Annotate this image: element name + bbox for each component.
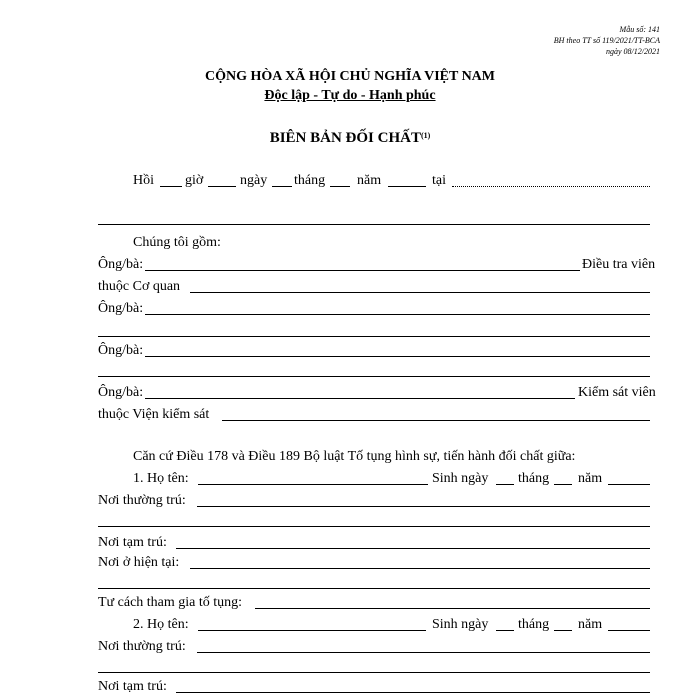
form-code-block [554,24,660,57]
member-2-row [0,300,700,320]
person-1-temporary-field[interactable] [176,548,650,549]
member-1-name-field[interactable] [145,270,580,271]
thang-label: tháng [294,173,326,188]
person-2-permanent-field[interactable] [197,652,650,653]
agency-field[interactable] [190,292,650,293]
nam-label: năm [357,173,382,188]
person-1-name-row [0,470,700,490]
person-2-temporary-field[interactable] [176,692,650,693]
members-intro-row [0,234,700,254]
person-2-temporary-row [0,678,700,698]
person-2-year-label: năm [578,617,603,632]
person-2-permanent-row [0,638,700,658]
person-1-current-extra-field[interactable] [98,588,650,589]
blank-line-3 [0,362,700,382]
person-1-current-row [0,554,700,574]
document-title: BIÊN BẢN ĐỐI CHẤT [269,130,421,146]
procuracy-row [0,406,700,426]
person-1-year-label: năm [578,471,603,486]
person-2-name-field[interactable] [198,630,426,631]
member-1-label: Ông/bà: [98,257,144,272]
person-1-dob-year-field[interactable] [608,484,650,485]
person-2-label: 2. Họ tên: [133,617,189,632]
agency-row [0,278,700,298]
person-1-dob-day-field[interactable] [496,484,514,485]
person-1-permanent-extra-field[interactable] [98,526,650,527]
blank-line-2 [0,322,700,342]
member-3-name-field[interactable] [145,356,650,357]
title-footnote: (1) [420,131,431,140]
minute-field[interactable] [208,186,236,187]
person-2-month-label: tháng [518,617,550,632]
person-1-month-label: tháng [518,471,550,486]
person-1-permanent-field[interactable] [197,506,650,507]
person-1-current-label: Nơi ở hiện tại: [98,555,180,570]
member-2-label: Ông/bà: [98,301,144,316]
person-1-dob-month-field[interactable] [554,484,572,485]
person-1-permanent-label: Nơi thường trú: [98,493,186,508]
person-2-dob-month-field[interactable] [554,630,572,631]
tai-label: tại [432,173,446,188]
day-field[interactable] [272,186,292,187]
person-2-dob-label: Sinh ngày [432,617,489,632]
basis-row [0,448,700,468]
form-number: Mẫu số: 141 [619,25,660,34]
person-1-name-field[interactable] [198,484,428,485]
month-field[interactable] [330,186,350,187]
member-3-label: Ông/bà: [98,343,144,358]
person-1-label: 1. Họ tên: [133,471,189,486]
legal-basis: Căn cứ Điều 178 và Điều 189 Bộ luật Tố tụng hình sự, tiến hành đối chất giữa: [133,449,576,464]
gio-label: giờ [185,173,204,188]
members-intro: Chúng tôi gồm: [133,235,221,250]
person-1-role-row [0,594,700,614]
national-title: CỘNG HÒA XÃ HỘI CHỦ NGHĨA VIỆT NAM [204,69,495,84]
procuracy-field[interactable] [222,420,650,421]
person-1-role-label: Tư cách tham gia tố tụng: [98,595,243,610]
blank-line-5 [0,574,700,594]
member-4-name-field[interactable] [145,398,575,399]
location-field[interactable] [452,186,650,187]
member-1-row [0,256,700,276]
person-1-temporary-label: Nơi tạm trú: [98,535,167,550]
person-1-dob-label: Sinh ngày [432,471,489,486]
hoi-label: Hồi [133,173,154,188]
year-field[interactable] [388,186,426,187]
national-motto: Độc lập - Tự do - Hạnh phúc [264,88,436,103]
motto-wrap [0,86,700,105]
document-title-wrap [0,128,700,148]
person-2-dob-day-field[interactable] [496,630,514,631]
person-2-temporary-label: Nơi tạm trú: [98,679,167,694]
person-2-name-row [0,616,700,636]
person-1-temporary-row [0,534,700,554]
blank-line-4 [0,512,700,532]
member-2-name-field[interactable] [145,314,650,315]
prosecutor-label: Kiểm sát viên [578,385,656,400]
time-row [0,172,700,192]
person-1-permanent-row [0,492,700,512]
blank-line-6 [0,658,700,678]
hour-field[interactable] [160,186,182,187]
person-2-permanent-label: Nơi thường trú: [98,639,186,654]
member-3-row [0,342,700,362]
agency-label: thuộc Cơ quan [98,279,181,294]
member-3-extra-field[interactable] [98,376,650,377]
investigator-label: Điều tra viên [582,257,656,272]
person-2-dob-year-field[interactable] [608,630,650,631]
procuracy-label: thuộc Viện kiểm sát [98,407,210,422]
member-4-label: Ông/bà: [98,385,144,400]
location-continuation-field[interactable] [98,224,650,225]
form-issued-by: BH theo TT số 119/2021/TT-BCA [553,36,660,45]
member-2-extra-field[interactable] [98,336,650,337]
blank-line-1 [0,210,700,230]
person-2-permanent-extra-field[interactable] [98,672,650,673]
person-1-current-field[interactable] [190,568,650,569]
member-4-row [0,384,700,404]
ngay-label: ngày [240,173,268,188]
form-issued-date: ngày 08/12/2021 [606,47,660,56]
person-1-role-field[interactable] [255,608,650,609]
